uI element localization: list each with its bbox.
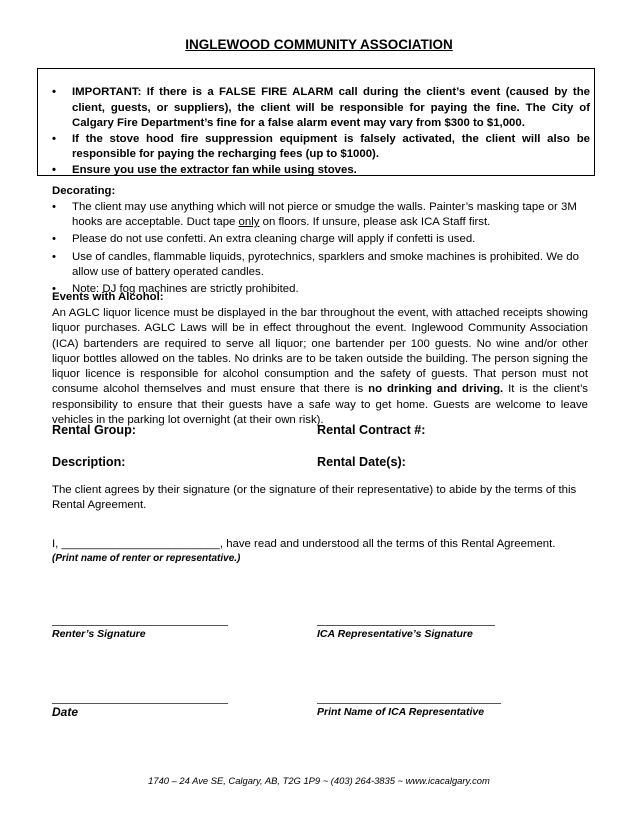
alcohol-text-after: It is the client’s responsibility to ensure that their guests have a safe way to get home. Guests are welcome to leave vehicles in the parking lot overnight (at their own risk).	[52, 383, 588, 427]
decorating-item-fog: • Note: DJ fog machines are strictly prohibited.	[52, 282, 590, 297]
alcohol-text-before: An AGLC liquor licence must be displayed in the bar throughout the event, with attached receipts showing liquor purchases. AGLC Laws will be in effect throughout the event. Inglewood Community Association (ICA) bartenders are required to serve all liquor; one bartender per 100 guests. No wine and/or other liquor bottles allowed on the tables. No drinks are to be taken outside the building. The person signing the liquor licence is responsible for alcohol consumption and the safety of guests. That person must not consume alcohol themselves and must ensure that there is	[52, 307, 588, 396]
decorating-heading: Decorating:	[52, 185, 116, 197]
decorating-item-walls-text: The client may use anything which will not pierce or smudge the walls. Painter’s masking tape or 3M hooks are acceptable. Duct tape	[72, 201, 577, 229]
important-item-stove-hood: • If the stove hood fire suppression equipment is falsely activated, the client will also be responsible for paying the recharging fees (up to $1000).	[52, 132, 590, 163]
footer-address: 1740 – 24 Ave SE, Calgary, AB, T2G 1P9 ~ (403) 264-3835 ~ www.icacalgary.com	[148, 775, 490, 786]
description-label: Description:	[52, 455, 126, 469]
print-name-line[interactable]	[317, 703, 501, 704]
ica-signature-line[interactable]	[317, 625, 495, 626]
document-title: INGLEWOOD COMMUNITY ASSOCIATION	[185, 37, 453, 52]
decorating-item-walls	[52, 200, 590, 230]
date-line[interactable]	[52, 703, 228, 704]
acknowledge-line[interactable]: I, _________________________, have read and understood all the terms of this Rental Agreement.	[52, 538, 556, 550]
agreement-paragraph: The client agrees by their signature (or the signature of their representative) to abide by the terms of this Rental Agreement.	[52, 484, 577, 512]
decorating-list	[52, 200, 590, 299]
renter-signature-label: Renter’s Signature	[52, 628, 146, 640]
renter-signature-line[interactable]	[52, 625, 228, 626]
alcohol-heading: Events with Alcohol:	[52, 291, 164, 303]
print-name-label: Print Name of ICA Representative	[317, 706, 485, 718]
decorating-item-walls-rest: on floors. If unsure, please ask ICA Staff first.	[259, 216, 491, 229]
alcohol-paragraph	[52, 306, 588, 428]
date-label: Date	[52, 705, 79, 719]
rental-contract-label: Rental Contract #:	[317, 423, 426, 437]
print-name-note: (Print name of renter or representative.)	[52, 553, 241, 564]
rental-group-label: Rental Group:	[52, 423, 136, 437]
decorating-item-candles: • Use of candles, flammable liquids, pyrotechnics, sparklers and smoke machines is prohibited. We do allow use of battery operated candles.	[52, 250, 590, 280]
rental-dates-label: Rental Date(s):	[317, 455, 406, 469]
decorating-item-confetti: • Please do not use confetti. An extra cleaning charge will apply if confetti is used.	[52, 232, 590, 247]
decorating-item-walls-only: only	[238, 216, 260, 229]
alcohol-text-bold: no drinking and driving.	[368, 383, 504, 396]
ica-signature-label: ICA Representative’s Signature	[317, 628, 473, 640]
important-notice-list	[52, 85, 590, 178]
important-item-false-alarm: • IMPORTANT: If there is a FALSE FIRE ALARM call during the client’s event (caused by the client, guests, or suppliers), the client will be responsible for paying the fine. The City of Calgary Fire Department’s fine for a false alarm event may vary from $300 to $1,000.	[52, 85, 590, 132]
important-item-extractor-fan: • Ensure you use the extractor fan while using stoves.	[52, 163, 590, 179]
